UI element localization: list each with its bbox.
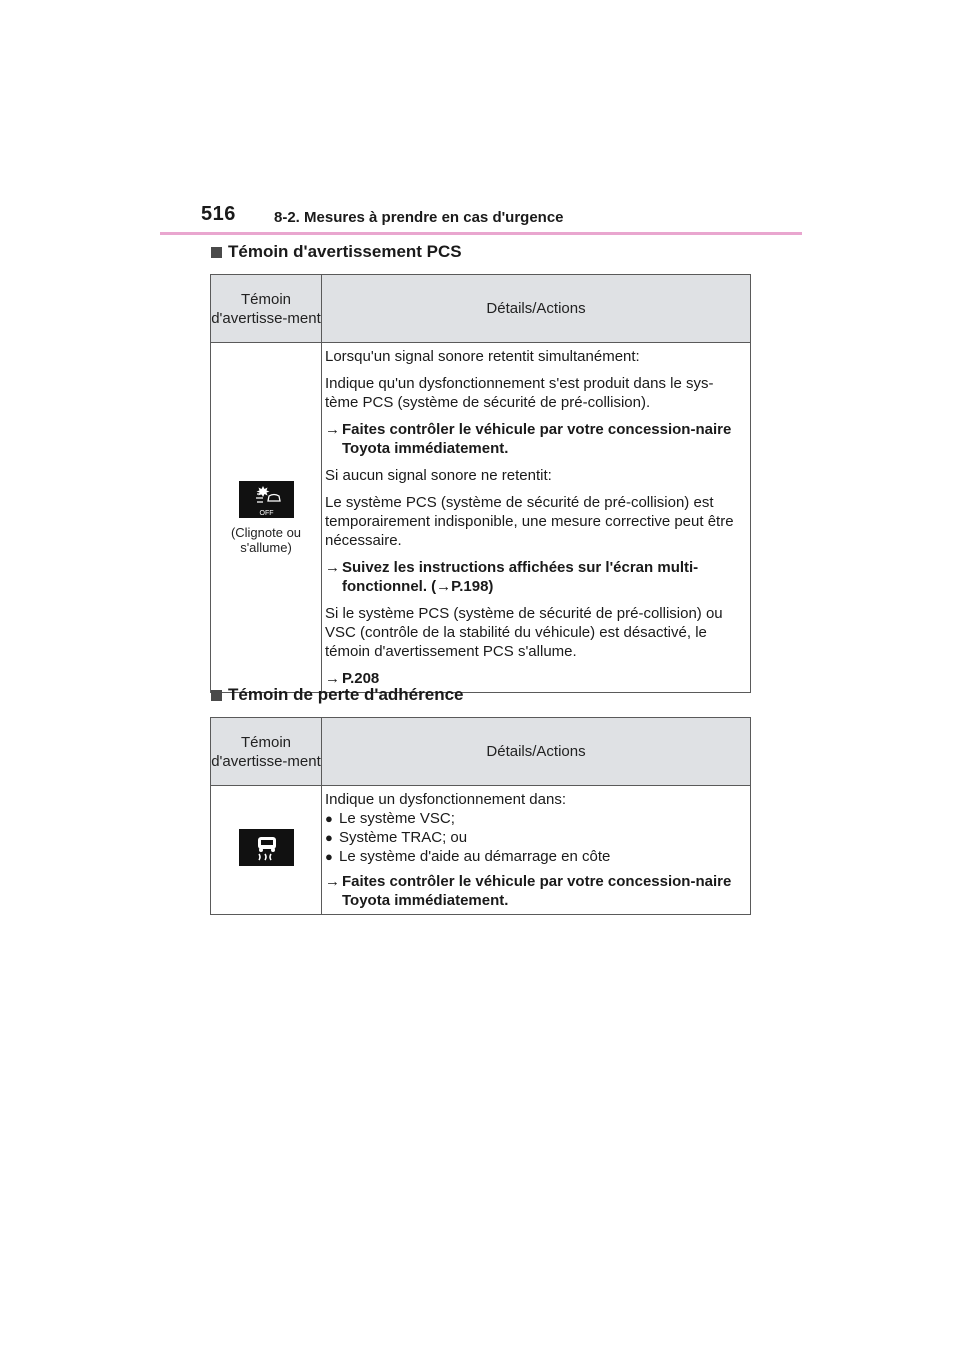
bullet-icon: ● xyxy=(325,811,333,826)
col-details-label: Détails/Actions xyxy=(486,743,586,760)
lamp-cell xyxy=(211,786,322,915)
details-cell xyxy=(322,786,751,915)
details-text: Si aucun signal sonore ne retentit: xyxy=(325,467,552,484)
action-text: Faites contrôler le véhicule par votre concession-naire Toyota immédiatement. xyxy=(342,873,732,909)
arrow-icon: → xyxy=(325,421,340,438)
chapter-title: 8-2. Mesures à prendre en cas d'urgence xyxy=(274,209,564,226)
list-item xyxy=(325,809,744,828)
action-item xyxy=(325,872,744,910)
bullet-icon: ● xyxy=(325,830,333,845)
list-item-text: Système TRAC; ou xyxy=(339,829,468,846)
page-header xyxy=(160,203,802,235)
col-details-label: Détails/Actions xyxy=(486,300,586,317)
heading-square-icon xyxy=(211,690,222,701)
col-lamp-label: Témoin d'avertisse-ment xyxy=(211,290,321,327)
bullet-icon: ● xyxy=(325,849,333,864)
svg-text:OFF: OFF xyxy=(259,509,273,517)
list-item xyxy=(325,847,744,866)
slip-indicator-icon xyxy=(239,829,294,866)
details-text: Indique un dysfonctionnement dans: xyxy=(325,791,567,808)
slip-indicator-heading xyxy=(211,685,464,705)
heading-square-icon xyxy=(211,247,222,258)
slip-indicator-title: Témoin de perte d'adhérence xyxy=(228,685,464,704)
action-item xyxy=(325,420,744,458)
page-number: 516 xyxy=(201,203,236,225)
table-row xyxy=(211,343,751,693)
details-text: Lorsqu'un signal sonore retentit simultanément: xyxy=(325,348,640,365)
col-lamp-header xyxy=(211,718,322,786)
col-details-header xyxy=(322,275,751,343)
col-lamp-label: Témoin d'avertisse-ment xyxy=(211,733,321,770)
list-item-text: Le système d'aide au démarrage en côte xyxy=(339,848,611,865)
arrow-icon: → xyxy=(325,670,340,687)
action-text: Suivez les instructions affichées sur l'écran multi-fonctionnel. (→P.198) xyxy=(342,559,699,595)
details-cell xyxy=(322,343,751,693)
details-text: Le système PCS (système de sécurité de pré-collision) est temporairement indisponible, une mesure corrective peut être nécessaire. xyxy=(325,494,734,549)
table-header-row xyxy=(211,275,751,343)
action-text: Faites contrôler le véhicule par votre concession-naire Toyota immédiatement. xyxy=(342,421,732,457)
pcs-warning-title: Témoin d'avertissement PCS xyxy=(228,242,462,261)
pcs-warning-table xyxy=(210,274,751,693)
col-details-header xyxy=(322,718,751,786)
table-header-row xyxy=(211,718,751,786)
action-item xyxy=(325,558,744,596)
header-rule xyxy=(160,232,802,235)
lamp-cell xyxy=(211,343,322,693)
arrow-icon: → xyxy=(325,559,340,576)
pcs-off-icon xyxy=(239,481,294,518)
details-text: Indique qu'un dysfonctionnement s'est produit dans le sys-tème PCS (système de sécurité de pré-collision). xyxy=(325,375,714,411)
list-item-text: Le système VSC; xyxy=(339,810,455,827)
table-row xyxy=(211,786,751,915)
arrow-icon: → xyxy=(325,873,340,890)
col-lamp-header xyxy=(211,275,322,343)
details-text: Si le système PCS (système de sécurité de pré-collision) ou VSC (contrôle de la stabilité du véhicule) est désactivé, le témoin d'avertissement PCS s'allume. xyxy=(325,605,723,660)
pcs-warning-heading xyxy=(211,242,462,262)
lamp-caption: (Clignote ou s'allume) xyxy=(230,524,302,555)
list-item xyxy=(325,828,744,847)
slip-indicator-table xyxy=(210,717,751,915)
page-reference-text[interactable]: P.208 xyxy=(342,670,380,687)
